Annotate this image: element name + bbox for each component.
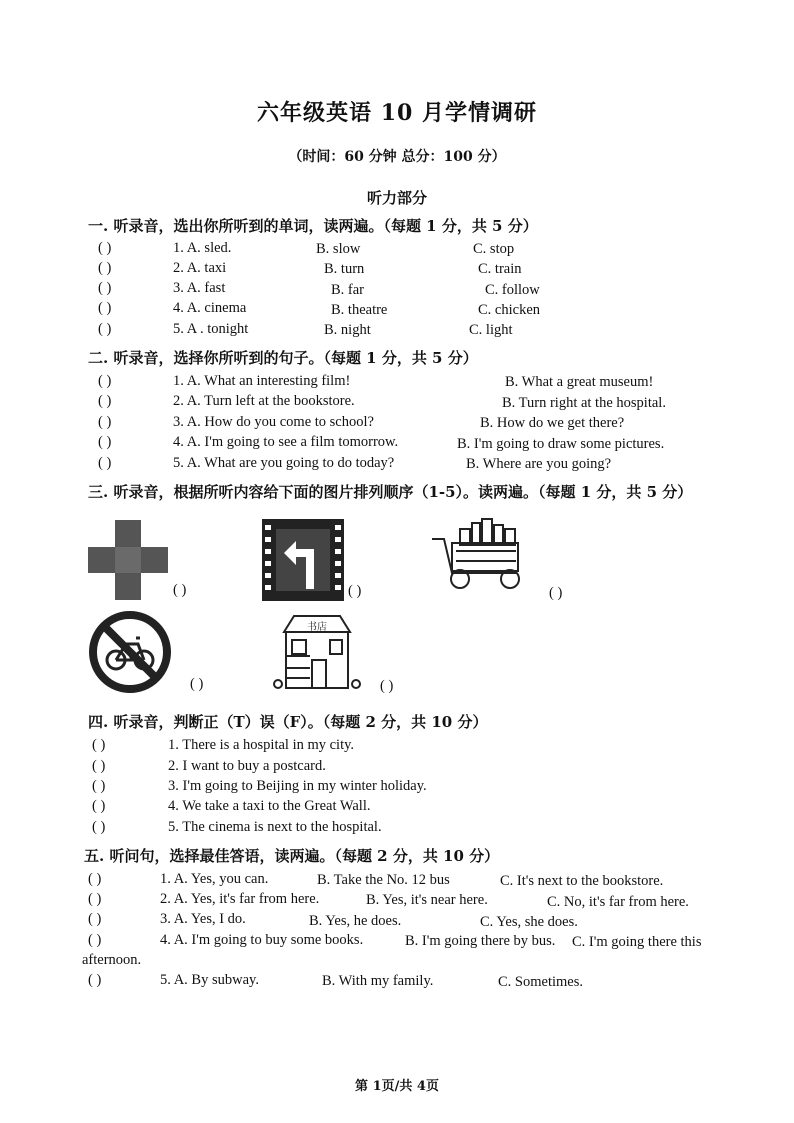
option-a: 3. A. fast: [173, 280, 226, 296]
statement: 2. I want to buy a postcard.: [168, 758, 326, 774]
bookstore-sign: 书店: [307, 622, 327, 633]
answer-blank[interactable]: ( ): [98, 373, 112, 389]
exam-info: （时间：60 分钟 总分：100 分）: [288, 149, 506, 165]
option-a: 1. A. sled.: [173, 240, 232, 256]
option-a: 4. A. I'm going to see a film tomorrow.: [173, 434, 399, 450]
shopping-cart-picture: [430, 515, 530, 590]
section-3-heading: 三. 听录音，根据所听内容给下面的图片排列顺序（1-5）。读两遍。（每题 1 分，共 5 分）: [88, 483, 693, 501]
option-b: B. slow: [316, 241, 361, 257]
section-4-heading: 四. 听录音，判断正（T）误（F）。（每题 2 分，共 10 分）: [88, 713, 488, 731]
option-a: 4. A. I'm going to buy some books.: [160, 932, 364, 948]
answer-blank[interactable]: ( ): [92, 737, 106, 753]
option-b: B. Take the No. 12 bus: [317, 872, 450, 888]
answer-blank[interactable]: ( ): [98, 240, 112, 256]
option-a: 1. A. What an interesting film!: [173, 373, 351, 389]
section-1-heading: 一. 听录音，选出你所听到的单词，读两遍。（每题 1 分，共 5 分）: [88, 217, 538, 235]
bookstore-picture: [272, 612, 362, 692]
picture-order-blank[interactable]: ( ): [173, 582, 187, 598]
option-b: B. What a great museum!: [505, 374, 654, 390]
section-2-heading: 二. 听录音，选择你所听到的句子。（每题 1 分，共 5 分）: [88, 349, 478, 367]
option-a: 5. A. What are you going to do today?: [173, 455, 395, 471]
option-c: C. Sometimes.: [498, 974, 583, 990]
answer-blank[interactable]: ( ): [88, 871, 102, 887]
answer-blank[interactable]: ( ): [98, 300, 112, 316]
section-5-heading: 五. 听问句，选择最佳答语，读两遍。（每题 2 分，共 10 分）: [84, 847, 500, 865]
statement: 4. We take a taxi to the Great Wall.: [168, 798, 371, 814]
statement: 3. I'm going to Beijing in my winter holiday.: [168, 778, 427, 794]
option-c: C. It's next to the bookstore.: [500, 873, 664, 889]
answer-blank[interactable]: ( ): [88, 911, 102, 927]
no-bicycle-sign-picture: [88, 610, 172, 694]
option-a: 3. A. Yes, I do.: [160, 911, 246, 927]
option-c: C. follow: [485, 282, 540, 298]
option-a: 1. A. Yes, you can.: [160, 871, 269, 887]
option-c: C. I'm going there this: [572, 934, 702, 950]
option-c-continued: afternoon.: [82, 952, 142, 968]
answer-blank[interactable]: ( ): [98, 393, 112, 409]
answer-blank[interactable]: ( ): [92, 758, 106, 774]
option-a: 4. A. cinema: [173, 300, 247, 316]
answer-blank[interactable]: ( ): [98, 434, 112, 450]
option-a: 5. A . tonight: [173, 321, 249, 337]
option-a: 2. A. Turn left at the bookstore.: [173, 393, 355, 409]
option-b: B. Turn right at the hospital.: [502, 395, 666, 411]
answer-blank[interactable]: ( ): [92, 819, 106, 835]
answer-blank[interactable]: ( ): [98, 414, 112, 430]
option-c: C. Yes, she does.: [480, 914, 578, 930]
option-a: 2. A. taxi: [173, 260, 227, 276]
option-b: B. Yes, it's near here.: [366, 892, 488, 908]
option-b: B. Yes, he does.: [309, 913, 402, 929]
option-b: B. night: [324, 322, 371, 338]
statement: 1. There is a hospital in my city.: [168, 737, 355, 753]
picture-order-blank[interactable]: ( ): [190, 676, 204, 692]
answer-blank[interactable]: ( ): [88, 972, 102, 988]
page-title: 六年级英语 10 月学情调研: [257, 100, 537, 126]
option-b: B. With my family.: [322, 973, 434, 989]
answer-blank[interactable]: ( ): [98, 455, 112, 471]
answer-blank[interactable]: ( ): [98, 321, 112, 337]
picture-order-blank[interactable]: ( ): [348, 583, 362, 599]
option-b: B. How do we get there?: [480, 415, 625, 431]
option-c: C. chicken: [478, 302, 541, 318]
option-c: C. No, it's far from here.: [547, 894, 689, 910]
turn-left-sign-picture: [262, 519, 344, 601]
answer-blank[interactable]: ( ): [88, 891, 102, 907]
option-a: 5. A. By subway.: [160, 972, 259, 988]
option-a: 3. A. How do you come to school?: [173, 414, 374, 430]
answer-blank[interactable]: ( ): [98, 280, 112, 296]
statement: 5. The cinema is next to the hospital.: [168, 819, 382, 835]
option-b: B. turn: [324, 261, 365, 277]
answer-blank[interactable]: ( ): [92, 798, 106, 814]
picture-order-blank[interactable]: ( ): [380, 678, 394, 694]
option-c: C. train: [478, 261, 522, 277]
answer-blank[interactable]: ( ): [98, 260, 112, 276]
option-b: B. Where are you going?: [466, 456, 612, 472]
option-a: 2. A. Yes, it's far from here.: [160, 891, 320, 907]
option-b: B. theatre: [331, 302, 388, 318]
page-number: 第 1页/共 4页: [355, 1079, 439, 1094]
part-heading: 听力部分: [366, 189, 427, 207]
option-b: B. I'm going there by bus.: [405, 933, 556, 949]
option-c: C. stop: [473, 241, 515, 257]
picture-order-blank[interactable]: ( ): [549, 585, 563, 601]
option-b: B. far: [331, 282, 365, 298]
option-c: C. light: [469, 322, 513, 338]
crossroads-picture: [88, 520, 168, 600]
answer-blank[interactable]: ( ): [92, 778, 106, 794]
answer-blank[interactable]: ( ): [88, 932, 102, 948]
option-b: B. I'm going to draw some pictures.: [457, 436, 665, 452]
